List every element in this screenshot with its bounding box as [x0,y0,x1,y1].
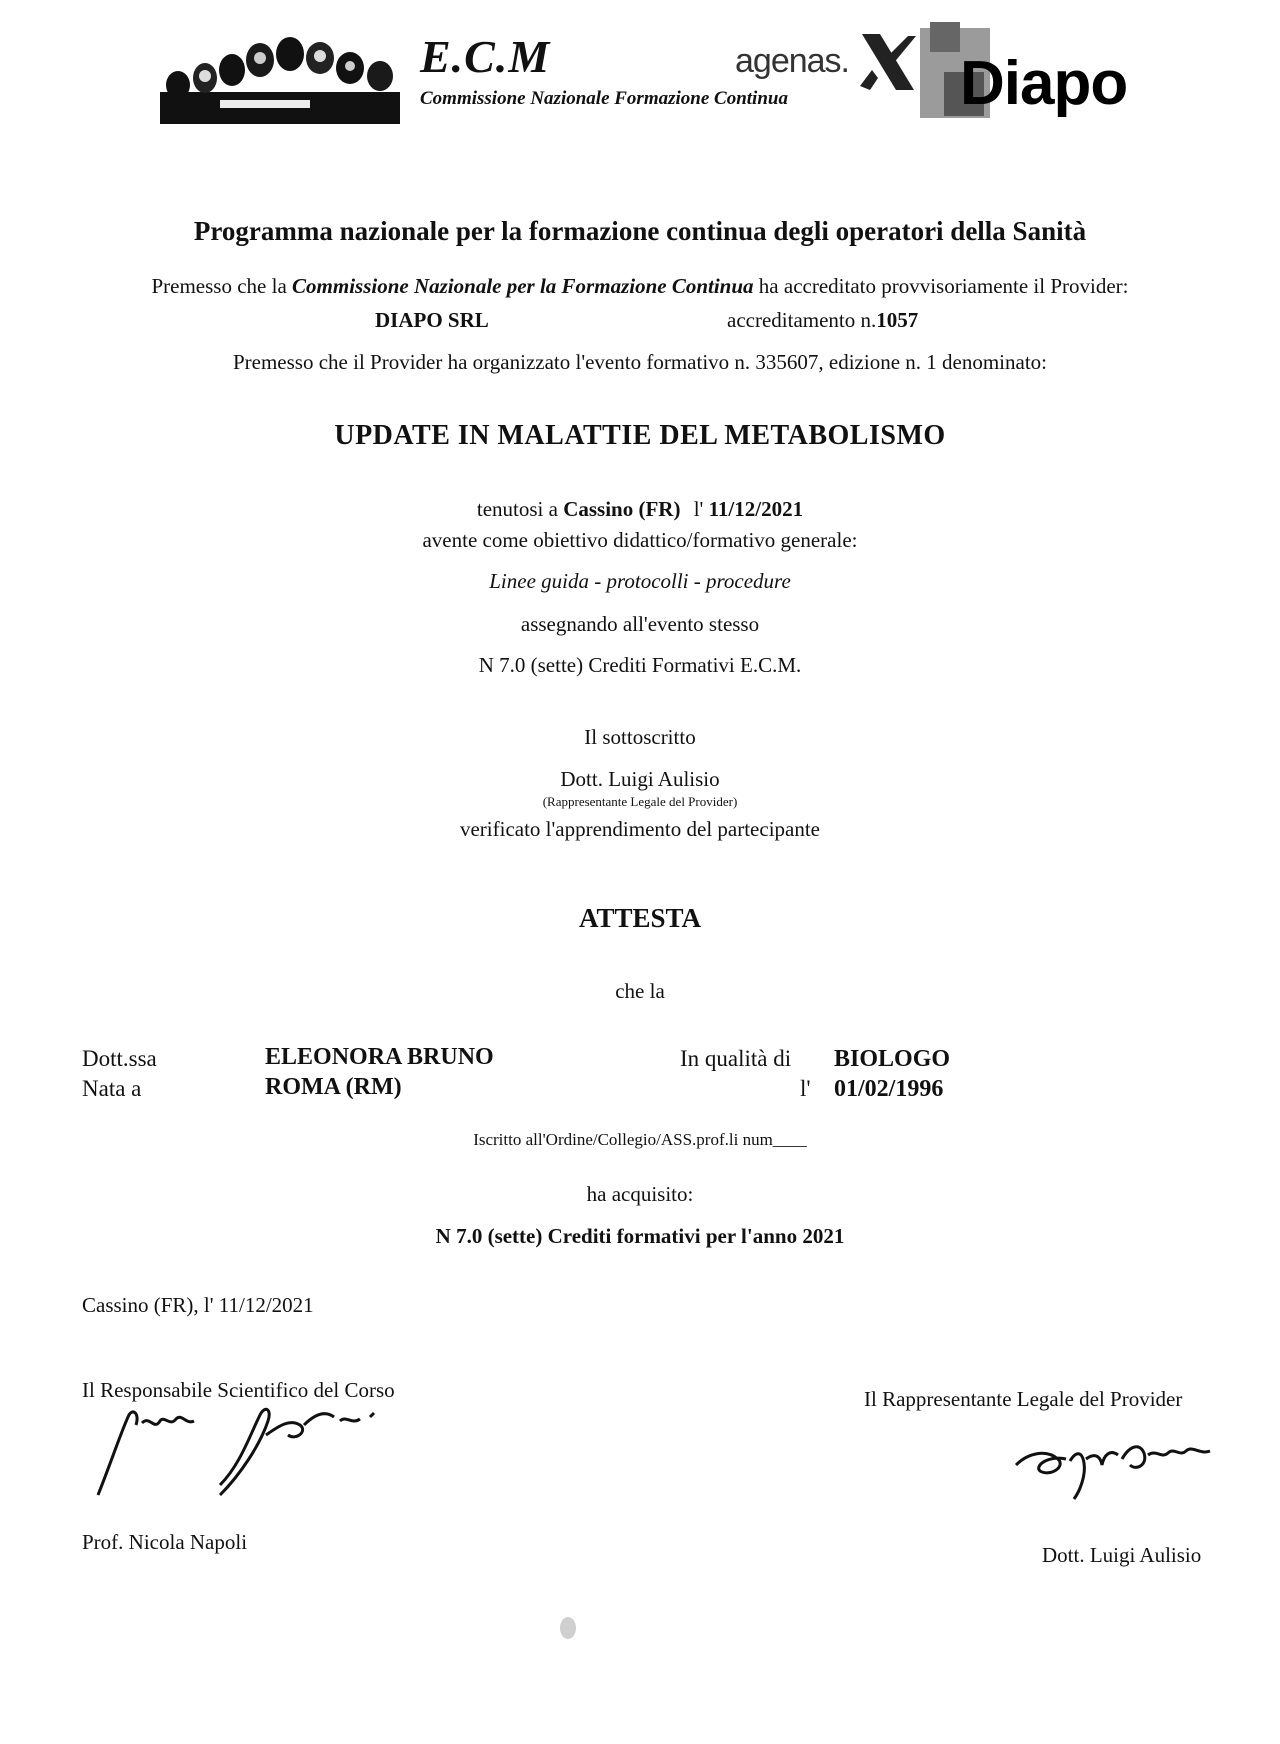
objective-value: Linee guida - protocolli - procedure [489,569,791,593]
right-signature-label: Il Rappresentante Legale del Provider [864,1387,1183,1411]
registration-text: Iscritto all'Ordine/Collegio/ASS.prof.li num____ [473,1130,807,1149]
acquired-label: ha acquisito: [586,1182,694,1206]
ink-smudge [560,1617,576,1639]
agenas-x-logo [858,30,918,94]
undersigned-label: Il sottoscritto [584,725,696,749]
ecm-logo-title: E.C.M [420,31,551,82]
provider-name: DIAPO SRL [375,308,489,332]
diapo-logo-text: Diapo [960,49,1128,118]
event-credits: N 7.0 (sette) Crediti Formativi E.C.M. [478,653,802,677]
agenas-logo: agenas. [735,42,849,80]
people-engraving-logo [160,30,400,124]
page-title: Programma nazionale per la formazione continua degli operatori della Sanità [193,216,1087,246]
left-signature-label: Il Responsabile Scientifico del Corso [82,1378,395,1402]
premessa-event: Premesso che il Provider ha organizzato l'evento formativo n. 335607, edizione n. 1 denominato: [232,350,1048,374]
participant-birthdate: 01/02/1996 [834,1076,944,1102]
participant-role: BIOLOGO [834,1046,951,1072]
participant-name: ELEONORA BRUNO [265,1044,494,1070]
che-la-text: che la [615,979,665,1003]
participant-role-label: In qualità di [680,1046,792,1071]
attesta-heading: ATTESTA [578,903,702,933]
participant-birthplace: ROMA (RM) [265,1074,402,1100]
undersigned-role: (Rappresentante Legale del Provider) [542,794,738,809]
premessa-commission: Premesso che la Commissione Nazionale per la Formazione Continua ha accreditato provvisoriamente il Provider: [151,274,1129,298]
objective-label: avente come obiettivo didattico/formativo generale: [422,528,858,552]
right-signature [1010,1425,1220,1505]
event-name: UPDATE IN MALATTIE DEL METABOLISMO [334,420,946,451]
participant-title: Dott.ssa [82,1046,157,1071]
born-label: Nata a [82,1076,142,1101]
acquired-credits: N 7.0 (sette) Crediti formativi per l'anno 2021 [435,1224,845,1248]
ecm-logo-subtitle: Commissione Nazionale Formazione Continua [420,88,788,109]
place-date: Cassino (FR), l' 11/12/2021 [82,1293,314,1317]
left-signature [90,1395,400,1505]
right-signature-name: Dott. Luigi Aulisio [1042,1543,1202,1567]
provider-accreditation: accreditamento n.1057 [727,308,919,332]
assigning-text: assegnando all'evento stesso [520,612,760,636]
left-signature-name: Prof. Nicola Napoli [82,1530,248,1554]
undersigned-name: Dott. Luigi Aulisio [560,767,720,791]
verified-text: verificato l'apprendimento del partecipante [459,817,821,841]
event-held: tenutosi a Cassino (FR) l' 11/12/2021 [476,497,804,521]
birthdate-prefix: l' [800,1076,811,1101]
